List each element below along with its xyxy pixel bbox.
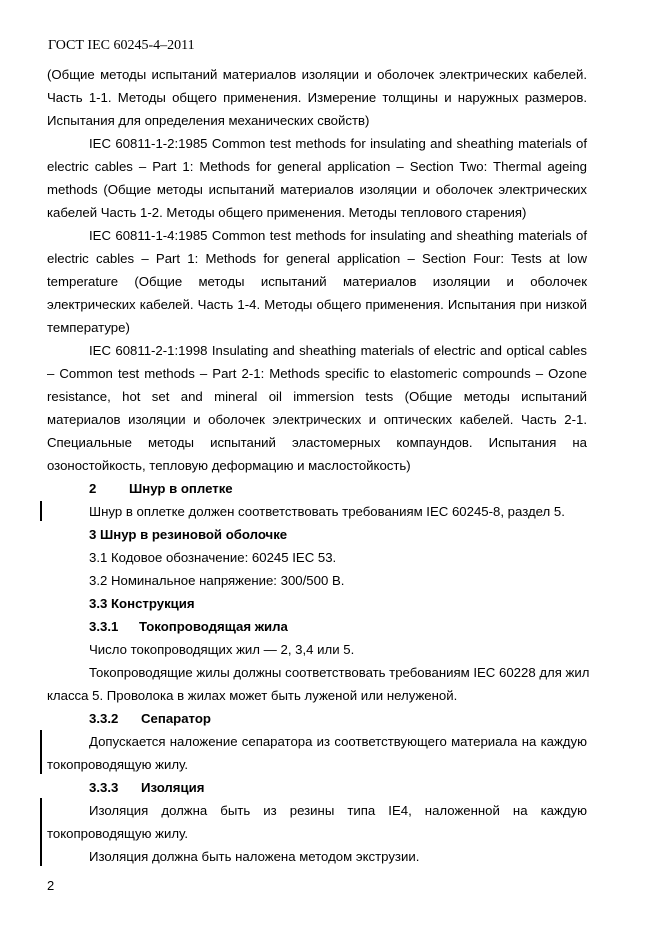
section-3-3-heading: 3.3 Конструкция (89, 596, 195, 611)
ref4-line: IEC 60811-2-1:1998 Insulating and sheathing materials of electric and optical cables (89, 343, 587, 358)
section-3-3-3-title: Изоляция (141, 780, 205, 795)
section-3-3-2-number: 3.3.2 (89, 711, 119, 726)
section-2-heading (89, 481, 587, 497)
ref2-line: IEC 60811-1-2:1985 Common test methods for insulating and sheathing materials of (89, 136, 587, 151)
ref2-line: кабелей Часть 1-2. Методы общего применения. Методы теплового старения) (47, 205, 527, 220)
section-3-3-1-line: Токопроводящие жилы должны соответствовать требованиям IEC 60228 для жил (89, 665, 590, 680)
ref3-line: electric cables – Part 1: Methods for general application – Section Four: Tests at low (47, 251, 587, 266)
page-number: 2 (47, 878, 55, 893)
section-3-3-2-title: Сепаратор (141, 711, 211, 726)
ref3-line: IEC 60811-1-4:1985 Common test methods for insulating and sheathing materials of (89, 228, 587, 243)
ref1-line: (Общие методы испытаний материалов изоляции и оболочек электрических кабелей. (47, 67, 587, 82)
change-bar (40, 501, 42, 521)
section-3-3-3-line: Изоляция должна быть наложена методом экструзии. (89, 849, 420, 864)
section-3-3-3-heading (89, 780, 587, 796)
ref4-line: материалов изоляции и оболочек электрических и оптических кабелей. Часть 2-1. (47, 412, 587, 427)
ref4-line: resistance, hot set and mineral oil immersion tests (Общие методы испытаний (47, 389, 587, 404)
ref1-line: Испытания для определения механических свойств) (47, 113, 370, 128)
document-header: ГОСТ IEC 60245-4–2011 (48, 38, 195, 53)
section-3-2: 3.2 Номинальное напряжение: 300/500 В. (89, 573, 345, 588)
ref4-line: – Common test methods – Part 2-1: Methods specific to elastomeric compounds – Ozone (47, 366, 587, 381)
section-3-3-1-title: Токопроводящая жила (139, 619, 288, 634)
section-3-heading: 3 Шнур в резиновой оболочке (89, 527, 288, 542)
ref4-line: Специальные методы испытаний эластомерных компаундов. Испытания на (47, 435, 587, 450)
section-3-3-1-line: класса 5. Проволока в жилах может быть луженой или нелуженой. (47, 688, 458, 703)
ref2-line: methods (Общие методы испытаний материалов изоляции и оболочек электрических (47, 182, 587, 197)
section-3-3-2-line: Допускается наложение сепаратора из соответствующего материала на каждую (89, 734, 587, 749)
section-3-3-3-number: 3.3.3 (89, 780, 119, 795)
section-2-number: 2 (89, 481, 97, 496)
section-3-3-3-line: токопроводящую жилу. (47, 826, 188, 841)
change-bar (40, 798, 42, 866)
section-2-title: Шнур в оплетке (129, 481, 233, 496)
ref3-line: электрических кабелей. Часть 1-4. Методы общего применения. Испытания при низкой (47, 297, 587, 312)
section-3-3-1-heading (89, 619, 587, 635)
ref1-line: Часть 1-1. Методы общего применения. Измерение толщины и наружных размеров. (47, 90, 587, 105)
ref2-line: electric cables – Part 1: Methods for general application – Section Two: Thermal ageing (47, 159, 587, 174)
section-3-3-1-number: 3.3.1 (89, 619, 119, 634)
section-3-3-2-heading (89, 711, 587, 727)
section-2-text: Шнур в оплетке должен соответствовать требованиям IEC 60245-8, раздел 5. (89, 504, 565, 519)
ref4-line: озоностойкость, тепловую деформацию и маслостойкость) (47, 458, 411, 473)
section-3-3-3-line: Изоляция должна быть из резины типа IE4, наложенной на каждую (89, 803, 587, 818)
section-3-3-1-line: Число токопроводящих жил — 2, 3,4 или 5. (89, 642, 355, 657)
section-3-1: 3.1 Кодовое обозначение: 60245 IEC 53. (89, 550, 337, 565)
ref3-line: temperature (Общие методы испытаний материалов изоляции и оболочек (47, 274, 587, 289)
change-bar (40, 730, 42, 774)
ref3-line: температуре) (47, 320, 130, 335)
section-3-3-2-line: токопроводящую жилу. (47, 757, 188, 772)
